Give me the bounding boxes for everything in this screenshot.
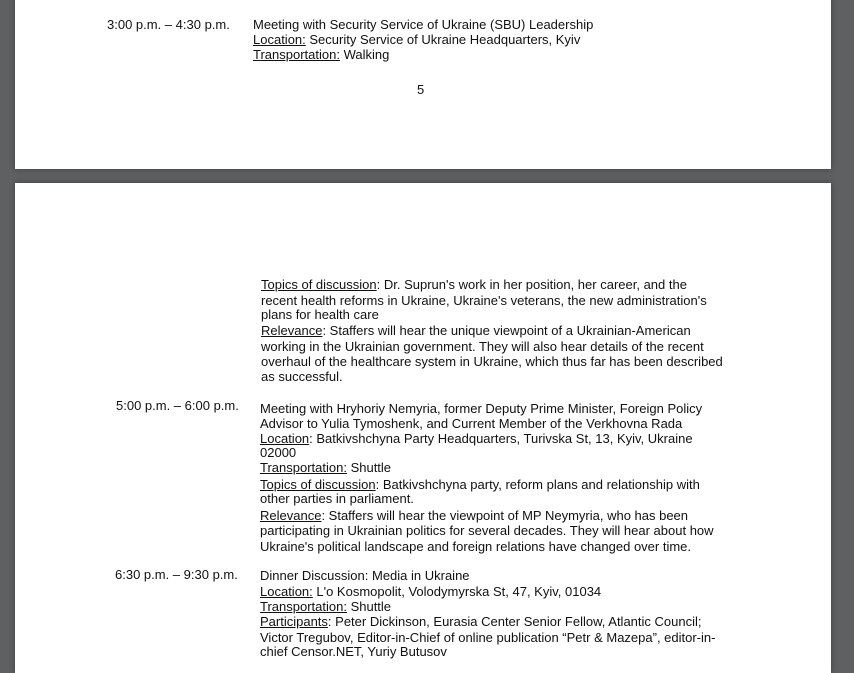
transportation-label: Transportation: [260, 599, 347, 614]
relevance-line: working in the Ukrainian government. They will also hear details of the recent [261, 339, 704, 354]
event-location [260, 584, 601, 599]
event-location [260, 431, 693, 446]
document-page-5 [15, 0, 831, 169]
event-time: 5:00 p.m. – 6:00 p.m. [116, 398, 239, 413]
relevance-text: : Staffers will hear the viewpoint of MP Neymyria, who has been [321, 508, 689, 523]
topics-line [260, 477, 700, 492]
event-transportation [253, 47, 389, 62]
relevance-line: Ukraine's political landscape and foreign relations have changed over time. [260, 539, 692, 554]
relevance-line [261, 323, 691, 338]
participants-line: chief Censor.NET, Yuriy Butusov [260, 644, 447, 659]
transportation-value: Shuttle [346, 599, 392, 614]
relevance-line: as successful. [261, 369, 343, 384]
relevance-label: Relevance [260, 508, 322, 523]
topics-line [261, 277, 687, 292]
relevance-line: participating in Ukrainian politics for several decades. They will hear about how [260, 523, 714, 538]
event-title-text: Meeting with Security Service of Ukraine (SBU) Leadership [253, 17, 594, 32]
topics-text: : Batkivshchyna party, reform plans and relationship with [375, 477, 700, 492]
topics-text: : Dr. Suprun's work in her position, her career, and the [376, 277, 687, 292]
participants-label: Participants [260, 614, 328, 629]
event-title: Meeting with Hryhoriy Nemyria, former Deputy Prime Minister, Foreign Policy [260, 401, 703, 416]
event-transportation [260, 599, 391, 614]
document-page-6 [15, 183, 831, 673]
topics-line: recent health reforms in Ukraine, Ukraine's veterans, the new administration's [261, 293, 707, 308]
transportation-label: Transportation: [260, 460, 347, 475]
relevance-line [260, 508, 688, 523]
participants-line [260, 614, 701, 629]
participants-text: : Peter Dickinson, Eurasia Center Senior Fellow, Atlantic Council; [327, 614, 702, 629]
event-transportation [260, 460, 391, 475]
page-number: 5 [417, 82, 425, 97]
location-value: Security Service of Ukraine Headquarters, Kyiv [305, 32, 581, 47]
event-title [253, 17, 593, 32]
location-value: : Batkivshchyna Party Headquarters, Turivska St, 13, Kyiv, Ukraine [309, 431, 693, 446]
participants-line: Victor Tregubov, Editor-in-Chief of online publication “Petr & Mazepa”, editor-in- [260, 630, 716, 645]
location-value: L'o Kosmopolit, Volodymyrska St, 47, Kyiv, 01034 [312, 584, 602, 599]
event-time: 3:00 p.m. – 4:30 p.m. [107, 17, 230, 32]
transportation-label: Transportation: [253, 47, 340, 62]
topics-label: Topics of discussion [260, 477, 376, 492]
event-location [253, 32, 580, 47]
relevance-line: overhaul of the healthcare system in Ukraine, which thus far has been described [261, 354, 723, 369]
topics-label: Topics of discussion [261, 277, 377, 292]
relevance-label: Relevance [261, 323, 323, 338]
location-label: Location [260, 431, 310, 446]
relevance-text: : Staffers will hear the unique viewpoint of a Ukrainian-American [322, 323, 691, 338]
location-label: Location: [260, 584, 313, 599]
event-location: 02000 [260, 445, 297, 460]
transportation-value: Shuttle [346, 460, 392, 475]
transportation-value: Walking [339, 47, 390, 62]
event-title: Advisor to Yulia Tymoshenk, and Current Member of the Verkhovna Rada [260, 416, 683, 431]
topics-line: plans for health care [261, 307, 379, 322]
location-label: Location: [253, 32, 306, 47]
event-time: 6:30 p.m. – 9:30 p.m. [115, 567, 238, 582]
topics-line: other parties in parliament. [260, 491, 414, 506]
event-title: Dinner Discussion: Media in Ukraine [260, 568, 470, 583]
